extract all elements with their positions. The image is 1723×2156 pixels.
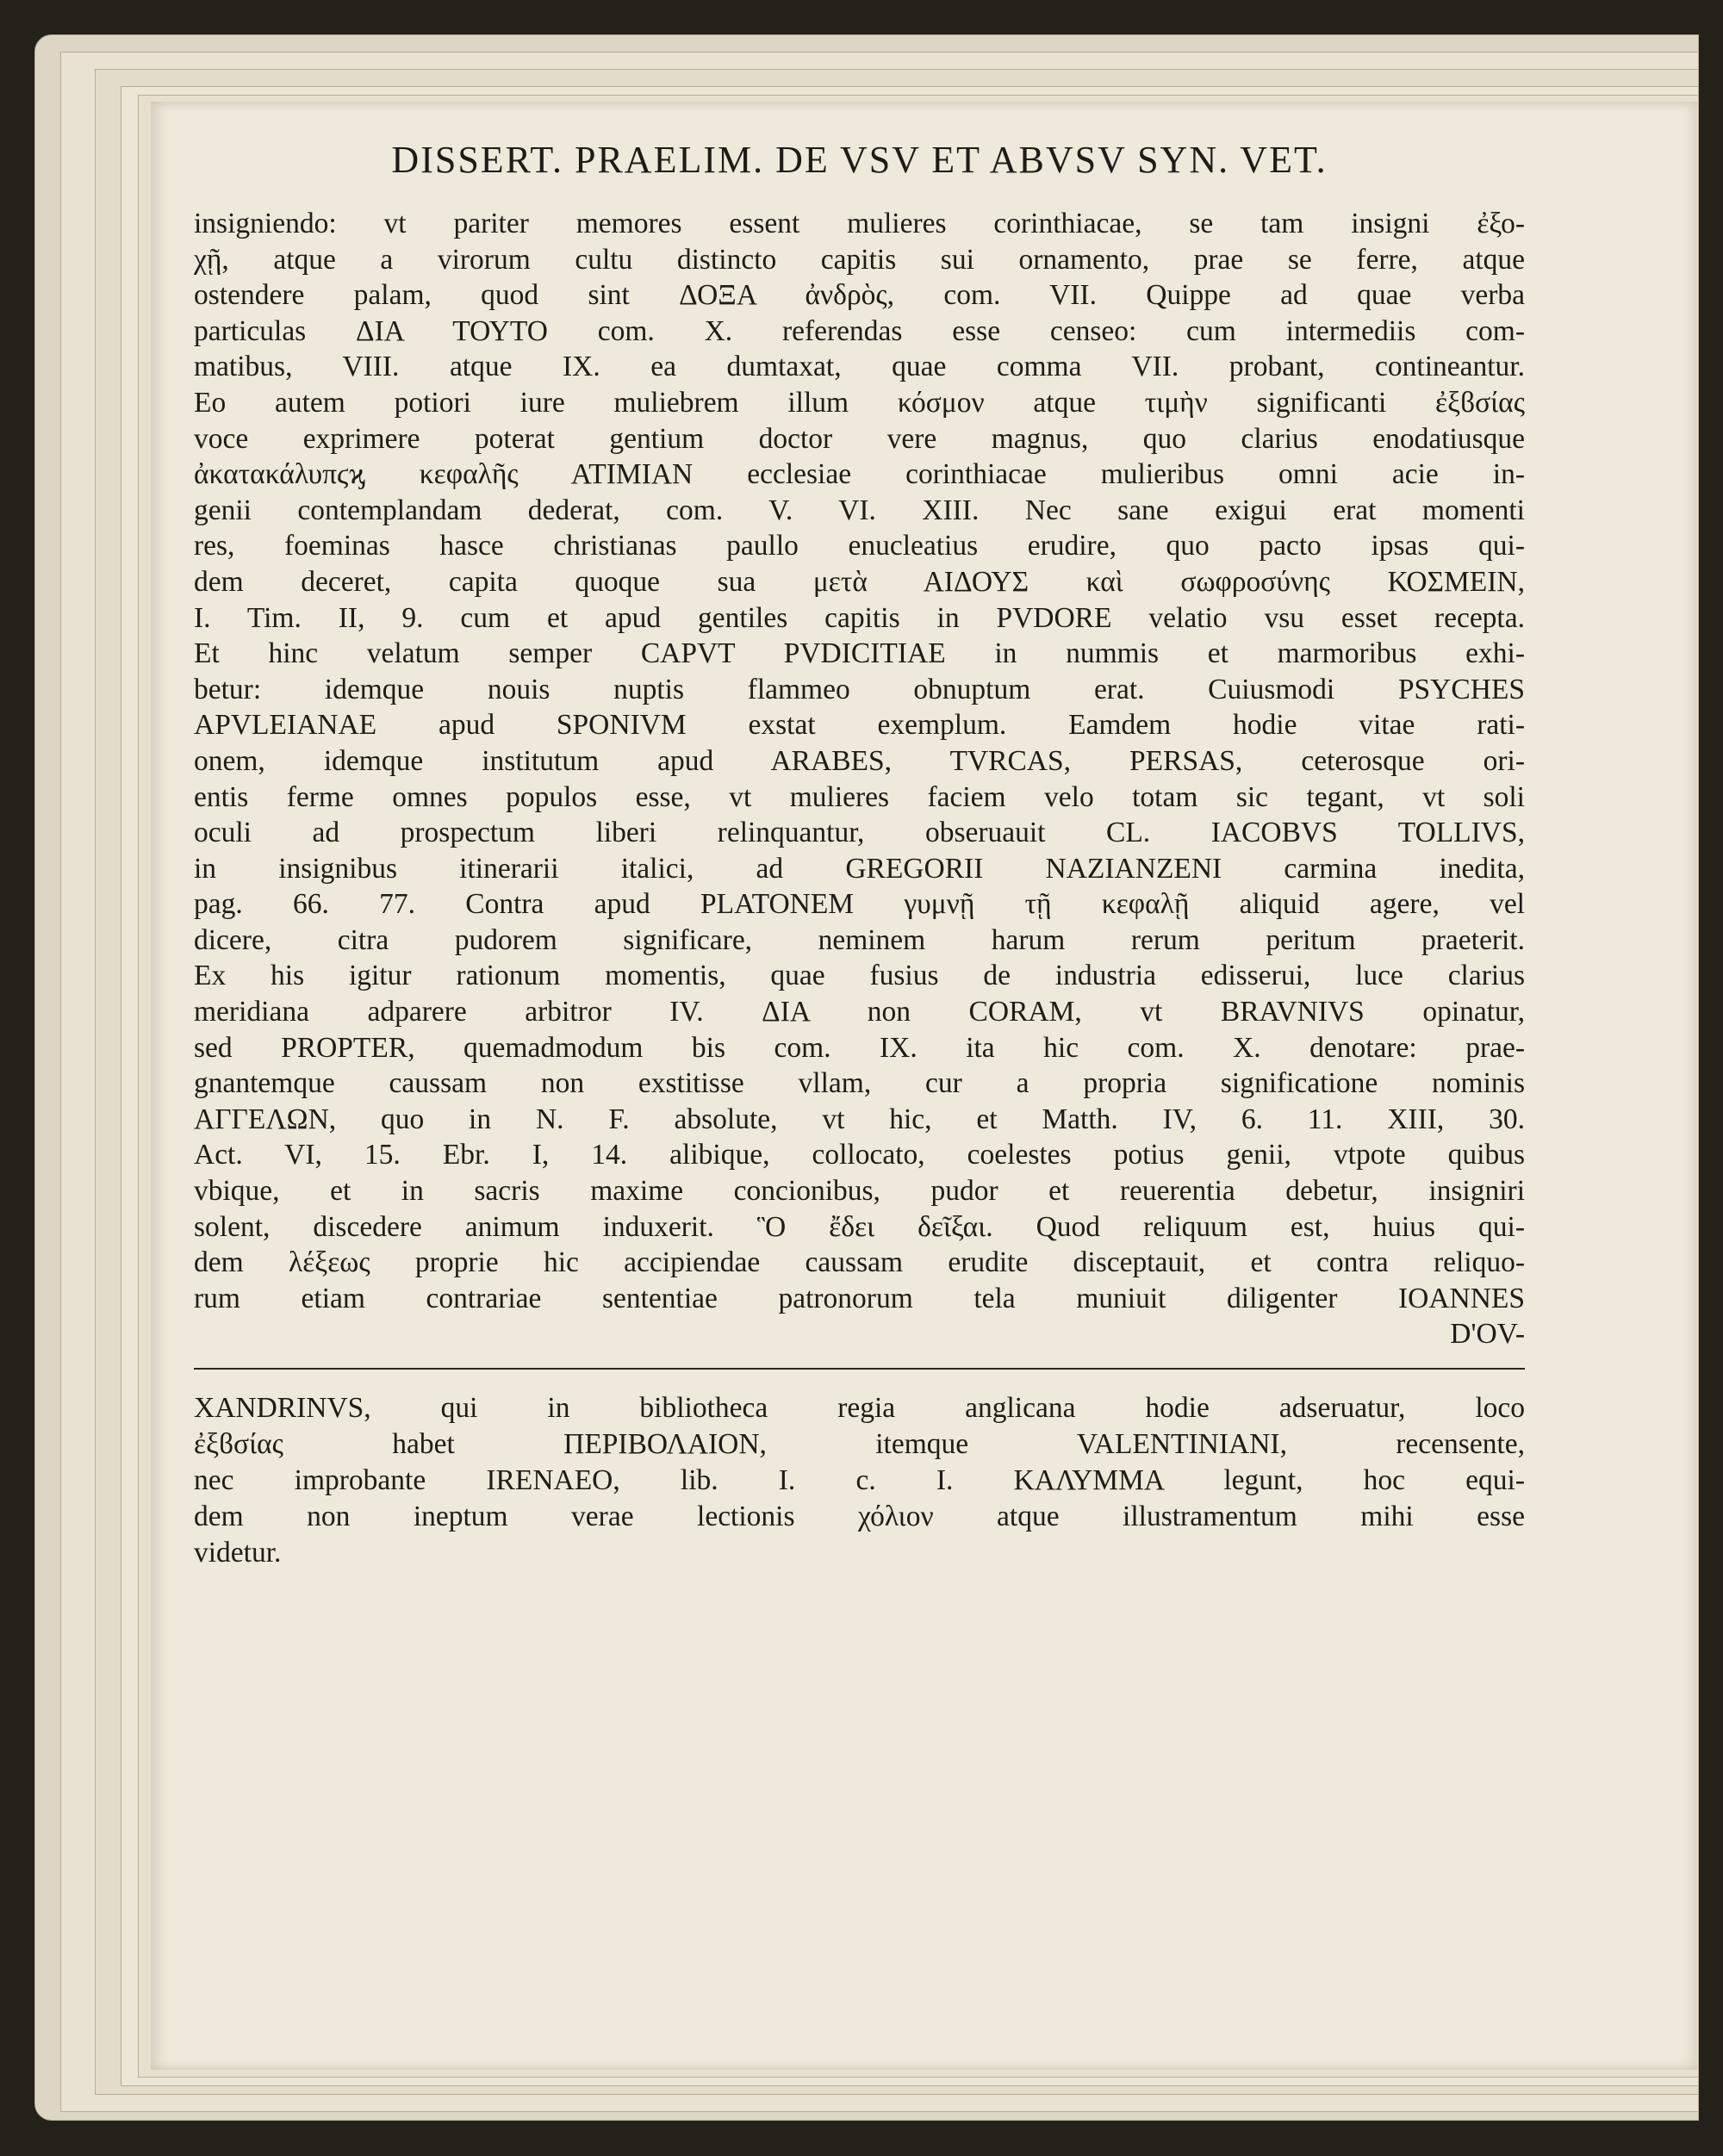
footnote-line: ἐξϐσίας habet ΠΕΡΙΒΟΛΑΙΟΝ, itemque VALENTINIANI, recensente, — [194, 1428, 1525, 1460]
body-line: ΑΓΓΕΛΩΝ, quo in N. F. absolute, vt hic, et Matth. IV, 6. 11. XIII, 30. — [194, 1103, 1525, 1135]
body-line: dem λέξεως proprie hic accipiendae caussam erudite disceptauit, et contra reliquo- — [194, 1246, 1525, 1279]
body-line: entis ferme omnes populos esse, vt mulieres faciem velo totam sic tegant, vt soli — [194, 780, 1525, 813]
footnote-line: videtur. — [194, 1537, 282, 1569]
body-line: matibus, VIII. atque IX. ea dumtaxat, quae comma VII. probant, contineantur. — [194, 351, 1525, 383]
body-line: betur: idemque nouis nuptis flammeo obnuptum erat. Cuiusmodi PSYCHES — [194, 673, 1525, 705]
body-line: pag. 66. 77. Contra apud PLATONEM γυμνῇ τῇ κεφαλῇ aliquid agere, vel — [194, 888, 1525, 921]
body-line: ostendere palam, quod sint ΔΟΞΑ ἀνδρὸς, com. VII. Quippe ad quae verba — [194, 279, 1525, 312]
body-line: particulas ΔΙΑ ΤΟΥΤΟ com. X. referendas esse censeo: cum intermediis com- — [194, 314, 1525, 347]
body-line: voce exprimere poterat gentium doctor vere magnus, quo clarius enodatiusque — [194, 422, 1525, 455]
body-line: in insignibus itinerarii italici, ad GREGORII NAZIANZENI carmina inedita, — [194, 852, 1525, 885]
body-line: vbique, et in sacris maxime concionibus, pudor et reuerentia debetur, insigniri — [194, 1175, 1525, 1208]
body-line: Ex his igitur rationum momentis, quae fusius de industria edisserui, luce clarius — [194, 960, 1525, 992]
body-line: Eo autem potiori iure muliebrem illum κόσμον atque τιμὴν significanti ἐξϐσίας — [194, 386, 1525, 419]
body-line: res, foeminas hasce christianas paullo enucleatius erudire, quo pacto ipsas qui- — [194, 530, 1525, 562]
body-line: Act. VI, 15. Ebr. I, 14. alibique, collocato, coelestes potius genii, vtpote quibus — [194, 1139, 1525, 1171]
body-line: χῇ, atque a virorum cultu distincto capitis sui ornamento, prae se ferre, atque — [194, 243, 1525, 276]
footnote — [194, 1390, 1525, 1571]
body-line: dicere, citra pudorem significare, neminem harum rerum peritum praeterit. — [194, 923, 1525, 956]
page-content — [194, 138, 1525, 1571]
body-line: sed PROPTER, quemadmodum bis com. IX. ita hic com. X. denotare: prae- — [194, 1031, 1525, 1064]
footnote-rule — [194, 1368, 1525, 1370]
body-line: solent, discedere animum induxerit. Ὃ ἔδει δεῖξαι. Quod reliquum est, huius qui- — [194, 1210, 1525, 1243]
body-text — [194, 206, 1525, 1352]
body-line: ἀκατακάλυπϛϗ κεφαλῆς ΑΤΙΜΙΑΝ ecclesiae corinthiacae mulieribus omni acie in- — [194, 458, 1525, 491]
body-line: meridiana adparere arbitror IV. ΔΙΑ non CORAM, vt BRAVNIVS opinatur, — [194, 996, 1525, 1028]
footnote-line: XANDRINVS, qui in bibliotheca regia anglicana hodie adseruatur, loco — [194, 1392, 1525, 1424]
body-line: APVLEIANAE apud SPONIVM exstat exemplum. Eamdem hodie vitae rati- — [194, 709, 1525, 742]
body-line: I. Tim. II, 9. cum et apud gentiles capitis in PVDORE velatio vsu esset recepta. — [194, 601, 1525, 634]
body-line: rum etiam contrariae sententiae patronorum tela muniuit diligenter IOANNES — [194, 1282, 1525, 1314]
catchword: D'OV- — [1450, 1318, 1525, 1351]
body-line: onem, idemque institutum apud ARABES, TVRCAS, PERSAS, ceterosque ori- — [194, 744, 1525, 777]
footnote-line: dem non ineptum verae lectionis χόλιον atque illustramentum mihi esse — [194, 1501, 1525, 1532]
body-line: gnantemque caussam non exstitisse vllam, cur a propria significatione nominis — [194, 1067, 1525, 1100]
running-head: DISSERT. PRAELIM. DE VSV ET ABVSV SYN. VET. — [391, 139, 1328, 181]
body-line: dem deceret, capita quoque sua μετὰ ΑΙΔΟΥΣ καὶ σωφροσύνης ΚΟΣΜΕΙΝ, — [194, 565, 1525, 598]
body-line: oculi ad prospectum liberi relinquantur, obseruauit CL. IACOBVS TOLLIVS, — [194, 817, 1525, 849]
body-line: insigniendo: vt pariter memores essent mulieres corinthiacae, se tam insigni ἐξο- — [194, 208, 1525, 239]
body-line: Et hinc velatum semper CAPVT PVDICITIAE in nummis et marmoribus exhi- — [194, 637, 1525, 670]
footnote-line: nec improbante IRENAEO, lib. I. c. I. ΚΑΛΥΜΜΑ legunt, hoc equi- — [194, 1464, 1525, 1496]
body-line: genii contemplandam dederat, com. V. VI. XIII. Nec sane exigui erat momenti — [194, 494, 1525, 526]
